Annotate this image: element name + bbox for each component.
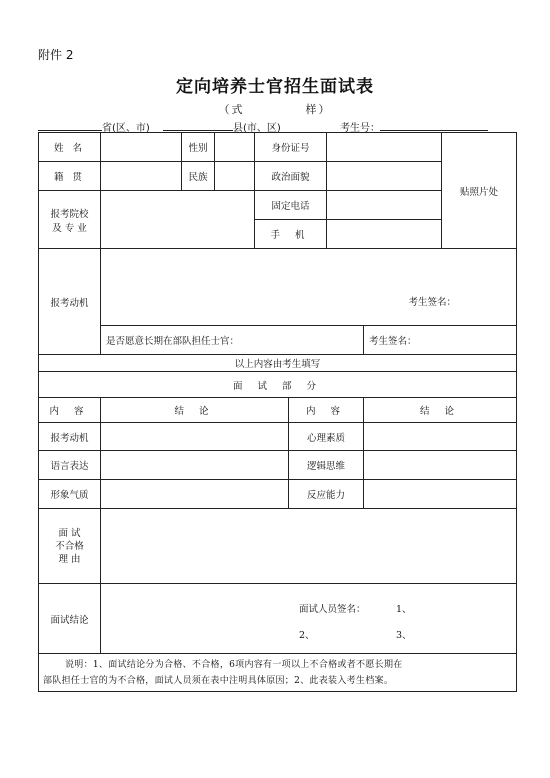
native-place-field[interactable] [101, 162, 182, 191]
id-number-label: 身份证号 [255, 133, 327, 162]
ethnic-label: 民族 [182, 162, 215, 191]
result-field-psychology[interactable] [364, 423, 517, 451]
school-major-field[interactable] [101, 191, 255, 249]
political-status-label: 政治面貌 [255, 162, 327, 191]
native-place-label: 籍 贯 [39, 162, 101, 191]
name-label: 姓 名 [39, 133, 101, 162]
subtitle-left: （式 [218, 103, 245, 116]
result-field-motive[interactable] [101, 423, 289, 451]
item-label-appearance: 形象气质 [39, 480, 101, 509]
interview-section-title: 面 试 部 分 [39, 372, 517, 398]
motive-label: 报考动机 [39, 249, 101, 355]
staff-signature-1: 1、 [396, 604, 412, 615]
item-label-psychology: 心理素质 [289, 423, 364, 451]
instructions-line-2: 部队担任士官的为不合格，面试人员须在表中注明具体原因；2、此表装入考生档案。 [43, 675, 394, 686]
school-major-label [39, 191, 101, 249]
interview-conclusion-label: 面试结论 [39, 584, 101, 654]
item-label-motive: 报考动机 [39, 423, 101, 451]
subtitle-right: 样） [305, 103, 332, 116]
interview-conclusion-field[interactable] [101, 584, 517, 654]
fail-reason-label [39, 509, 101, 584]
result-field-appearance[interactable] [101, 480, 289, 509]
attachment-label: 附件 2 [38, 48, 74, 62]
result-header-left: 结 论 [101, 398, 289, 423]
gender-field[interactable] [215, 133, 255, 162]
interview-form-table [38, 132, 517, 692]
content-header-left: 内 容 [39, 398, 101, 423]
county-label: 县(市、区) [233, 123, 281, 134]
fail-reason-line-1: 面 试 [58, 527, 81, 539]
mobile-field[interactable] [327, 220, 442, 249]
ethnic-field[interactable] [215, 162, 255, 191]
form-instructions [39, 654, 517, 692]
name-field[interactable] [101, 133, 182, 162]
fail-reason-line-3: 理 由 [58, 553, 81, 565]
result-field-logic[interactable] [364, 451, 517, 480]
instructions-line-1: 说明：1、面试结论分为合格、不合格，6项内容有一项以上不合格或者不愿长期在 [65, 659, 403, 670]
long-term-service-question[interactable]: 是否愿意长期在部队担任士官： [101, 326, 364, 355]
result-field-reaction[interactable] [364, 480, 517, 509]
school-label-line-1: 报考院校 [50, 208, 89, 220]
political-status-field[interactable] [327, 162, 442, 191]
province-label: 省(区、市) [102, 123, 150, 134]
item-label-logic: 逻辑思维 [289, 451, 364, 480]
staff-signature-3: 3、 [396, 630, 412, 641]
applicant-signature-label-2[interactable]: 考生签名： [364, 326, 517, 355]
staff-signature-label: 面试人员签名： [299, 604, 366, 615]
form-title: 定向培养士官招生面试表 [176, 77, 374, 97]
landline-label: 固定电话 [255, 191, 327, 220]
motive-field[interactable] [101, 249, 517, 326]
landline-field[interactable] [327, 191, 442, 220]
result-header-right: 结 论 [364, 398, 517, 423]
applicant-section-note: 以上内容由考生填写 [39, 355, 517, 372]
result-field-expression[interactable] [101, 451, 289, 480]
gender-label: 性别 [182, 133, 215, 162]
id-number-field[interactable] [327, 133, 442, 162]
fail-reason-line-2: 不合格 [55, 540, 84, 552]
photo-box: 贴照片处 [442, 133, 517, 249]
school-label-line-2: 及 专 业 [52, 222, 87, 234]
form-subtitle [0, 101, 550, 117]
mobile-label: 手 机 [255, 220, 327, 249]
exam-number-label: 考生号： [340, 123, 380, 134]
staff-signature-2: 2、 [299, 630, 315, 641]
fail-reason-field[interactable] [101, 509, 517, 584]
applicant-signature-label-1: 考生签名： [408, 297, 457, 308]
content-header-right: 内 容 [289, 398, 364, 423]
item-label-expression: 语言表达 [39, 451, 101, 480]
item-label-reaction: 反应能力 [289, 480, 364, 509]
